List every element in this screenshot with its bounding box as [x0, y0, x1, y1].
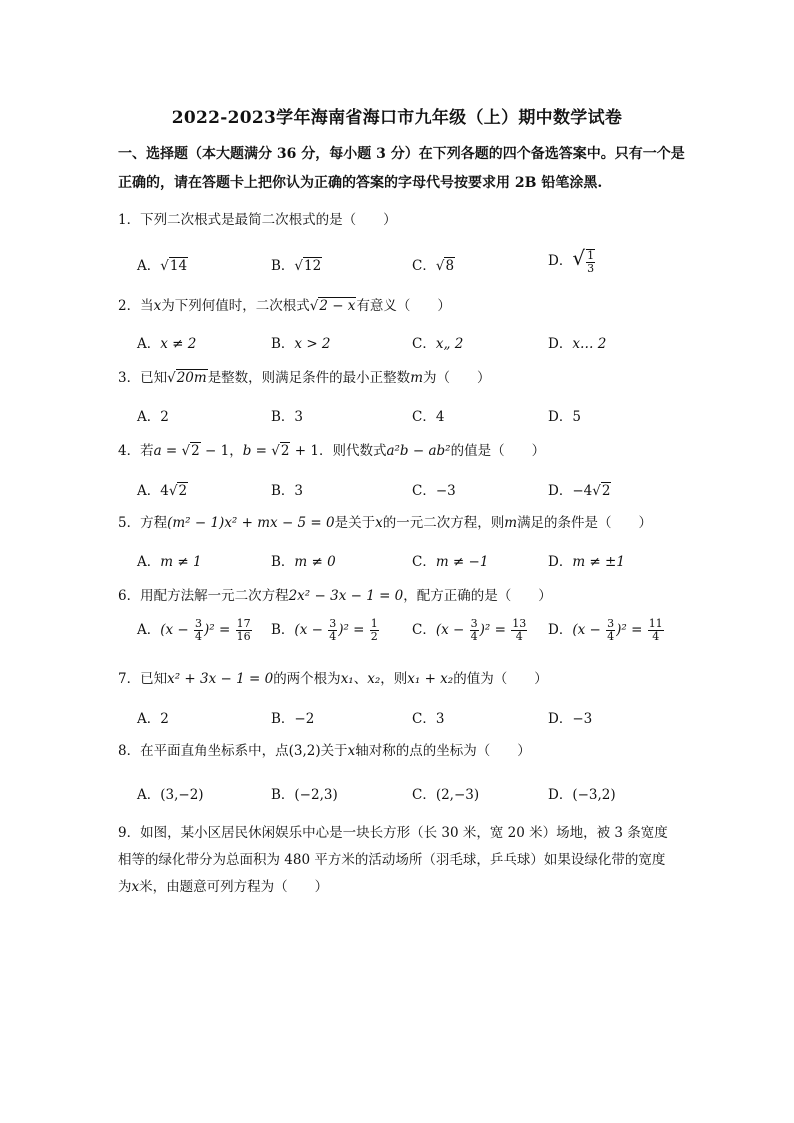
option-b: B．x > 2: [271, 336, 331, 352]
question-9-line-1: 9．如图，某小区居民休闲娱乐中心是一块长方形（长 30 米，宽 20 米）场地，被 3 条宽度: [118, 825, 668, 841]
question-9: [118, 820, 690, 901]
question-5: 5．方程(m² − 1)x² + mx − 5 = 0是关于x的一元二次方程，则m满足的条件是（ ）: [118, 515, 653, 531]
section-line-2: 正确的，请在答题卡上把你认为正确的答案的字母代号按要求用 2B 铅笔涂黑.: [118, 175, 603, 191]
option-c: C．(2,−3): [412, 787, 480, 803]
question-2: 2．当x为下列何值时，二次根式√2 − x有意义（ ）: [118, 298, 451, 314]
section-instructions: [118, 140, 688, 198]
option-c: C．−3: [412, 483, 456, 499]
option-b: B．(x − $\frac{3}{4}$ )² = $\frac{1}{2}$: [271, 617, 378, 643]
option-b: B．m ≠ 0: [271, 554, 336, 570]
option-a: A．(3,−2): [137, 787, 204, 803]
option-c: C．m ≠ −1: [412, 554, 489, 570]
option-d: D．−4√2: [548, 483, 611, 499]
option-b: B．3: [271, 409, 304, 425]
question-3: 3．已知√20m是整数，则满足条件的最小正整数m为（ ）: [118, 370, 491, 386]
question-9-line-3: 为x米，由题意可列方程为（ ）: [118, 879, 329, 895]
option-d: D．(−3,2): [548, 787, 616, 803]
option-d: D．5: [548, 409, 581, 425]
option-c: C．x„ 2: [412, 336, 464, 352]
question-4-options: [137, 479, 697, 503]
option-d: D．−3: [548, 711, 593, 727]
option-a: A．x ≠ 2: [137, 336, 197, 352]
question-6: 6．用配方法解一元二次方程2x² − 3x − 1 = 0，配方正确的是（ ）: [118, 588, 552, 604]
option-c: C．(x − $\frac{3}{4}$ )² = $\frac{13}{4}$: [412, 617, 527, 643]
option-a: A．√14: [137, 258, 188, 274]
option-b: B．3: [271, 483, 304, 499]
question-4: 4．若a = √2 − 1，b = √2 + 1．则代数式a²b − ab²的值是（ ）: [118, 443, 546, 459]
question-7-options: [137, 707, 697, 731]
question-1-options: [137, 246, 697, 278]
question-8: 8．在平面直角坐标系中，点(3,2)关于x轴对称的点的坐标为（ ）: [118, 743, 531, 759]
option-c: C．4: [412, 409, 445, 425]
option-a: A．2: [137, 409, 169, 425]
question-9-line-2: 相等的绿化带分为总面积为 480 平方米的活动场所（羽毛球，乒乓球）如果设绿化带的宽度: [118, 852, 666, 868]
option-a: A．(x − $\frac{3}{4}$ )² = $\frac{17}{16}$: [137, 617, 251, 643]
page-title: 2022-2023学年海南省海口市九年级（上）期中数学试卷: [171, 108, 623, 128]
question-2-options: [137, 332, 697, 356]
option-c: C．3: [412, 711, 445, 727]
option-b: B．−2: [271, 711, 315, 727]
option-d: D．x… 2: [548, 336, 607, 352]
section-line-1: 一、选择题（本大题满分 36 分，每小题 3 分）在下列各题的四个备选答案中。只有一个是: [118, 146, 685, 162]
question-8-options: [137, 783, 697, 807]
option-b: B．√12: [271, 258, 322, 274]
question-5-options: [137, 550, 697, 574]
option-d: D．m ≠ ±1: [548, 554, 625, 570]
option-a: A．m ≠ 1: [137, 554, 202, 570]
option-b: B．(−2,3): [271, 787, 338, 803]
option-a: A．2: [137, 711, 169, 727]
option-d: D．(x − $\frac{3}{4}$ )² = $\frac{11}{4}$: [548, 617, 663, 643]
question-6-options: [137, 618, 697, 652]
question-7: 7．已知x² + 3x − 1 = 0的两个根为x₁、x₂，则x₁ + x₂的值为（ ）: [118, 671, 548, 687]
option-d: D．√ $\frac{1}{3}$: [548, 246, 595, 275]
question-3-options: [137, 405, 697, 429]
option-a: A．4√2: [137, 483, 188, 499]
question-1: 1．下列二次根式是最简二次根式的是（ ）: [118, 212, 397, 228]
option-c: C．√8: [412, 258, 455, 274]
